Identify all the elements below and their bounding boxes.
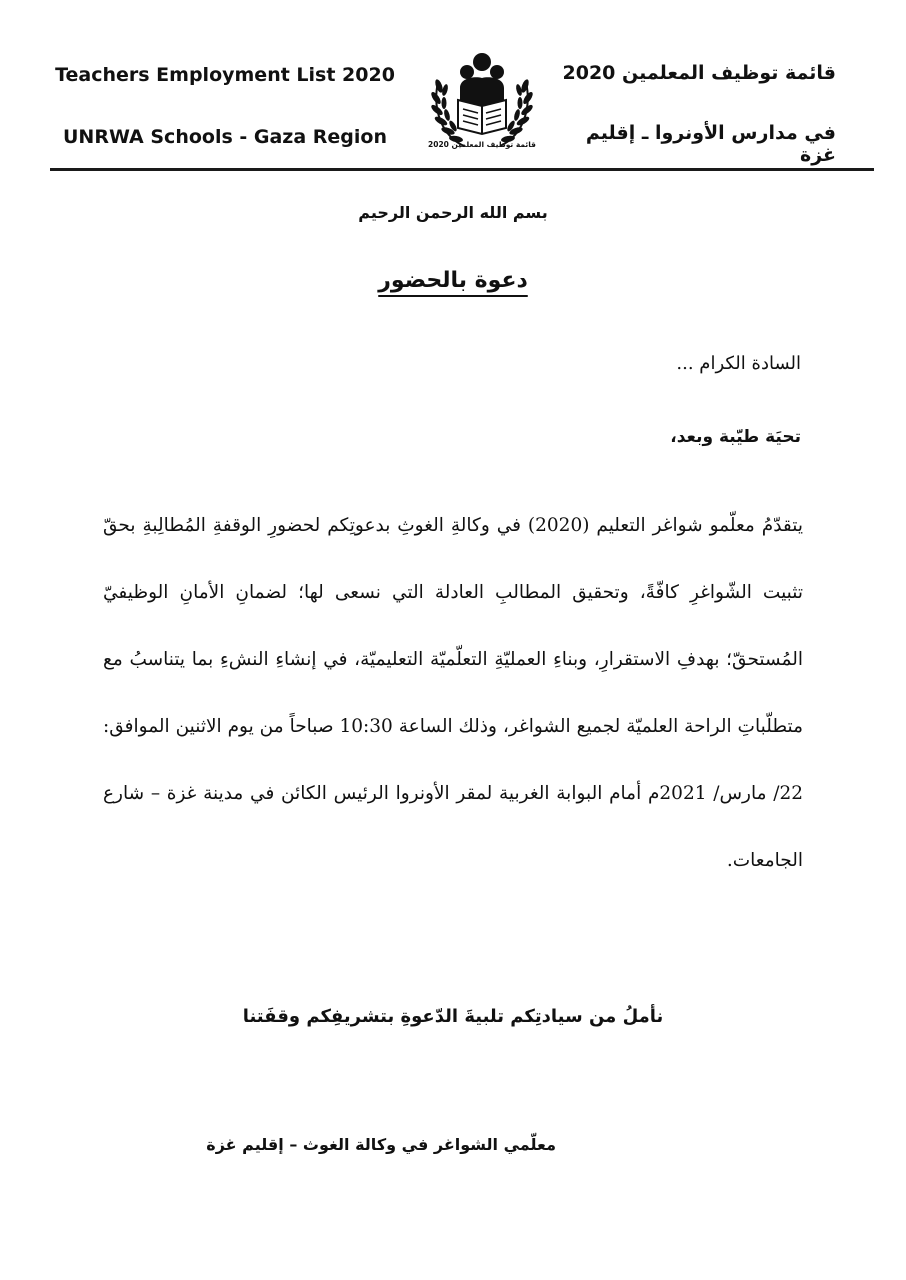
logo	[424, 48, 540, 158]
letter-body: يتقدّمُ معلّمو شواغر التعليم (2020) في وكالةِ الغوثِ بدعوتِكم لحضورِ الوقفةِ المُطالِبةِ بحقّ تثبيت الشّواغرِ كافّةً، وتحقيق المطالبِ العادلة التي نسعى لها؛ لضمانِ الأمانِ الوظيفيّ المُستحقّ؛ بهدفِ الاستقرارِ، وبناءِ العمليّةِ التعلّميّة التعليميّة، في إنشاءِ النشءِ بما يتناسبُ مع متطلّباتِ الراحة العلميّة لجميع الشواغر، وذلك الساعة 10:30 صباحاً من يوم الاثنين الموافق: 22/ مارس/ 2021م أمام البوابة الغربية لمقر الأونروا الرئيس الكائن في مدينة غزة – شارع الجامعات.	[103, 515, 804, 871]
signature: معلّمي الشواغر في وكالة الغوث – إقليم غزة	[206, 1135, 556, 1154]
header-arabic-subtitle: في مدارس الأونروا ـ إقليم غزة	[585, 122, 836, 166]
closing-line: نأملُ من سيادتِكم تلبيةَ الدّعوةِ بتشريفِكم وقفَتنا	[242, 1006, 664, 1027]
logo-caption: قائمة توظيف المعلمين 2020	[428, 140, 536, 149]
header-arabic-title: قائمة توظيف المعلمين 2020	[562, 62, 836, 84]
invitation-title	[0, 268, 906, 293]
header-english-subtitle: UNRWA Schools - Gaza Region	[62, 126, 388, 148]
header-divider	[50, 168, 874, 171]
invitation-title-text: دعوة بالحضور	[378, 268, 528, 293]
greeting: تحيَة طيّبة وبعد،	[670, 427, 801, 447]
basmala: بسم الله الرحمن الرحيم	[358, 203, 548, 222]
header-english-title: Teachers Employment List 2020	[55, 64, 395, 86]
salutation: السادة الكرام ...	[676, 353, 801, 374]
